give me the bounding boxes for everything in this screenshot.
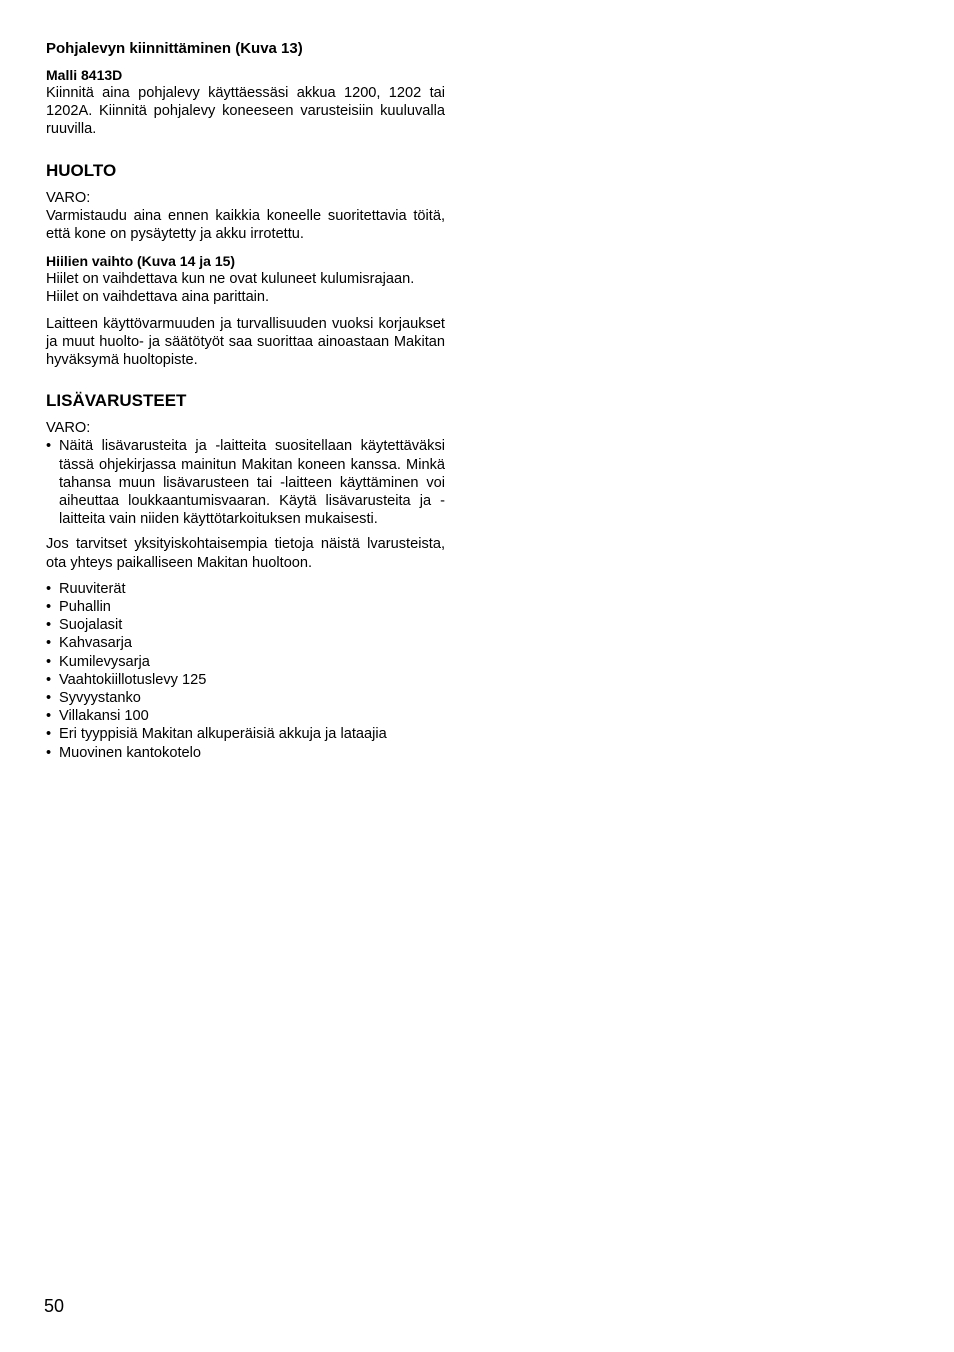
accessory-list-item [46,616,445,634]
accessory-list-item [46,634,445,652]
bullet-icon: • [46,744,52,761]
bullet-icon: • [46,671,52,688]
accessory-label: Puhallin [59,599,111,616]
accessory-label: Muovinen kantokotelo [59,744,201,761]
accessories-heading: LISÄVARUSTEET [46,391,187,411]
bullet-icon: • [46,690,52,707]
bullet-icon: • [46,580,52,597]
accessory-list-item [46,598,445,616]
accessory-label: Vaahtokiillotuslevy 125 [59,671,207,688]
accessory-list-item [46,671,445,689]
maintenance-caution-text: Varmistaudu aina ennen kaikkia koneelle suoritettavia töitä, että kone on pysäytetty ja akku irrotettu. [46,207,445,243]
bullet-icon: • [46,653,52,670]
accessories-paragraph: Jos tarvitset yksityiskohtaisempia tietoja näistä lvarusteista, ota yhteys paikalliseen Makitan huoltoon. [46,536,445,571]
caution-list [46,437,445,528]
accessory-label: Eri tyyppisiä Makitan alkuperäisiä akkuja ja lataajia [59,726,387,743]
carbon-brush-line-1: Hiilet on vaihdettava kun ne ovat kuluneet kulumisrajaan. [46,271,415,288]
accessory-label: Syvyystanko [59,690,141,707]
model-subheading: Malli 8413D [46,67,123,83]
accessory-list-item [46,689,445,707]
accessories-list [46,580,445,762]
carbon-brush-heading: Hiilien vaihto (Kuva 14 ja 15) [46,253,236,270]
bullet-icon: • [46,617,52,634]
accessory-label: Kahvasarja [59,635,133,652]
service-paragraph: Laitteen käyttövarmuuden ja turvallisuuden vuoksi korjaukset ja muut huolto- ja säätötyöt saa suorittaa ainoastaan Makitan hyväksymä huoltopiste. [46,315,445,369]
accessory-list-item [46,744,445,762]
accessory-label: Suojalasit [59,617,123,634]
bullet-icon: • [46,635,52,652]
section-heading-baseplate: Pohjalevyn kiinnittäminen (Kuva 13) [46,40,303,57]
accessory-list-item [46,580,445,598]
caution-list-item: • Näitä lisävarusteita ja -laitteita suositellaan käytettäväksi tässä ohjekirjassa mainitun Makitan koneen kanssa. Minkä tahansa muun lisävarusteen tai -laitteen käyttäminen voi aiheuttaa loukkaantumisvaaran. Käytä lisävarusteita ja -laitteita vain niiden käyttötarkoituksen mukaisesti. [46,438,445,528]
carbon-brush-line-2: Hiilet on vaihdettava aina parittain. [46,289,270,306]
text-column [46,40,445,762]
baseplate-paragraph: Kiinnitä aina pohjalevy käyttäessäsi akkua 1200, 1202 tai 1202A. Kiinnitä pohjalevy koneeseen varusteisiin kuuluvalla ruuvilla. [46,85,445,138]
bullet-icon: • [46,599,52,616]
accessory-label: Villakansi 100 [59,708,149,725]
bullet-icon: • [46,708,52,725]
accessory-list-item [46,707,445,725]
accessory-list-item [46,653,445,671]
accessory-label: Ruuviterät [59,580,126,597]
maintenance-caution-label: VARO: [46,189,91,206]
page-number: 50 [44,1296,65,1316]
accessory-label: Kumilevysarja [59,653,150,670]
accessory-list-item [46,725,445,743]
maintenance-heading: HUOLTO [46,160,117,180]
bullet-icon: • [46,726,52,743]
accessories-caution-label: VARO: [46,420,91,437]
